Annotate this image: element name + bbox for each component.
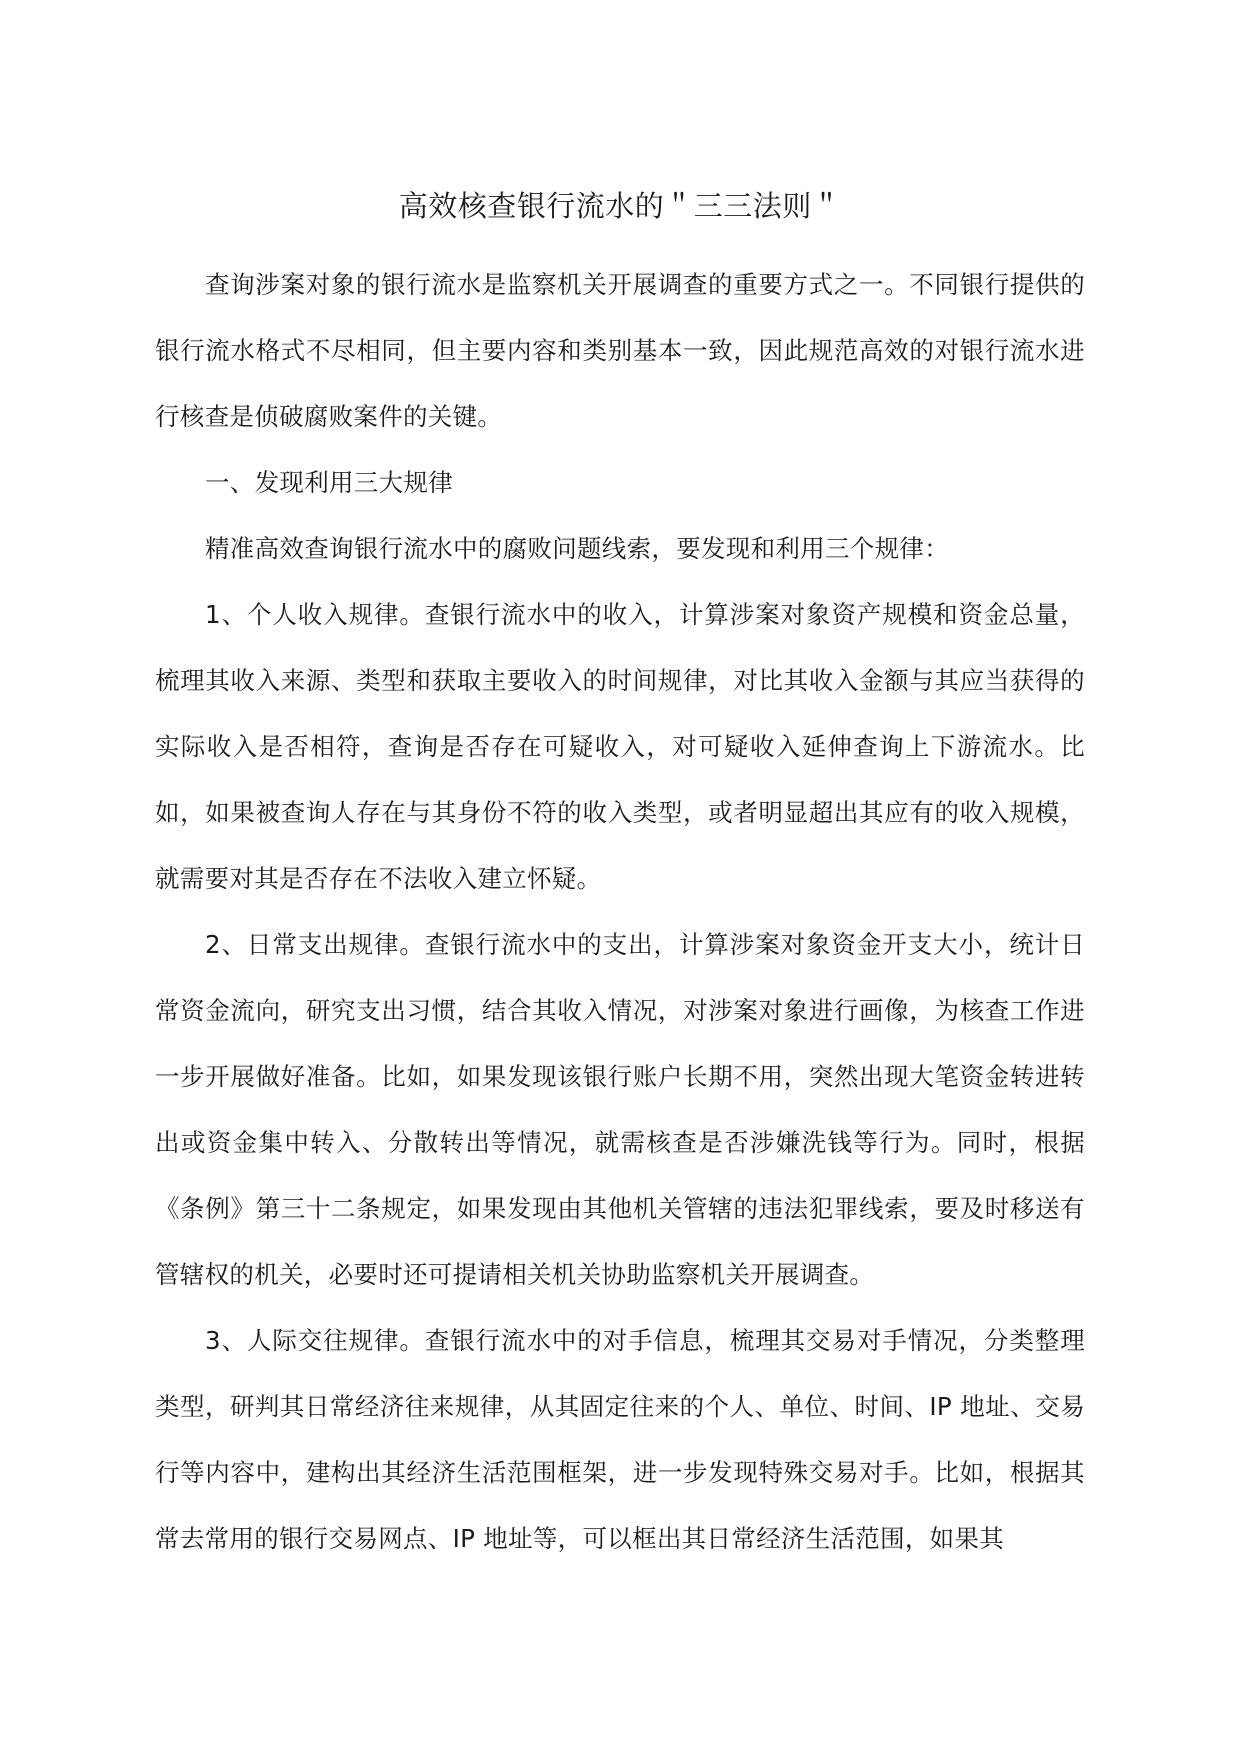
paragraph-expense-rule: 2、日常支出规律。查银行流水中的支出，计算涉案对象资金开支大小，统计日常资金流向，研究支出习惯，结合其收入情况，对涉案对象进行画像，为核查工作进一步开展做好准备。比如，如果发现该银行账户长期不用，突然出现大笔资金转进转出或资金集中转入、分散转出等情况，就需核查是否涉嫌洗钱等行为。同时，根据《条例》第三十二条规定，如果发现由其他机关管辖的违法犯罪线索，要及时移送有管辖权的机关，必要时还可提请相关机关协助监察机关开展调查。 [155, 930, 1085, 1289]
paragraph-lead: 精准高效查询银行流水中的腐败问题线索，要发现和利用三个规律： [205, 534, 949, 563]
paragraph-contacts-rule: 3、人际交往规律。查银行流水中的对手信息，梳理其交易对手情况，分类整理类型，研判其日常经济往来规律，从其固定往来的个人、单位、时间、IP 地址、交易行等内容中，建构出其经济生活范围框架，进一步发现特殊交易对手。比如，根据其常去常用的银行交易网点、IP 地址等，可以框出其日常经济生活范围，如果其 [155, 1326, 1085, 1553]
document-body [155, 252, 1085, 1572]
paragraph-income-rule: 1、个人收入规律。查银行流水中的收入，计算涉案对象资产规模和资金总量，梳理其收入来源、类型和获取主要收入的时间规律，对比其收入金额与其应当获得的实际收入是否相符，查询是否存在可疑收入，对可疑收入延伸查询上下游流水。比如，如果被查询人存在与其身份不符的收入类型，或者明显超出其应有的收入规模，就需要对其是否存在不法收入建立怀疑。 [155, 600, 1085, 893]
document-title: 高效核查银行流水的＂三三法则＂ [398, 189, 842, 223]
paragraph-intro: 查询涉案对象的银行流水是监察机关开展调查的重要方式之一。不同银行提供的银行流水格式不尽相同，但主要内容和类别基本一致，因此规范高效的对银行流水进行核查是侦破腐败案件的关键。 [155, 270, 1085, 431]
section-heading: 一、发现利用三大规律 [205, 468, 453, 497]
